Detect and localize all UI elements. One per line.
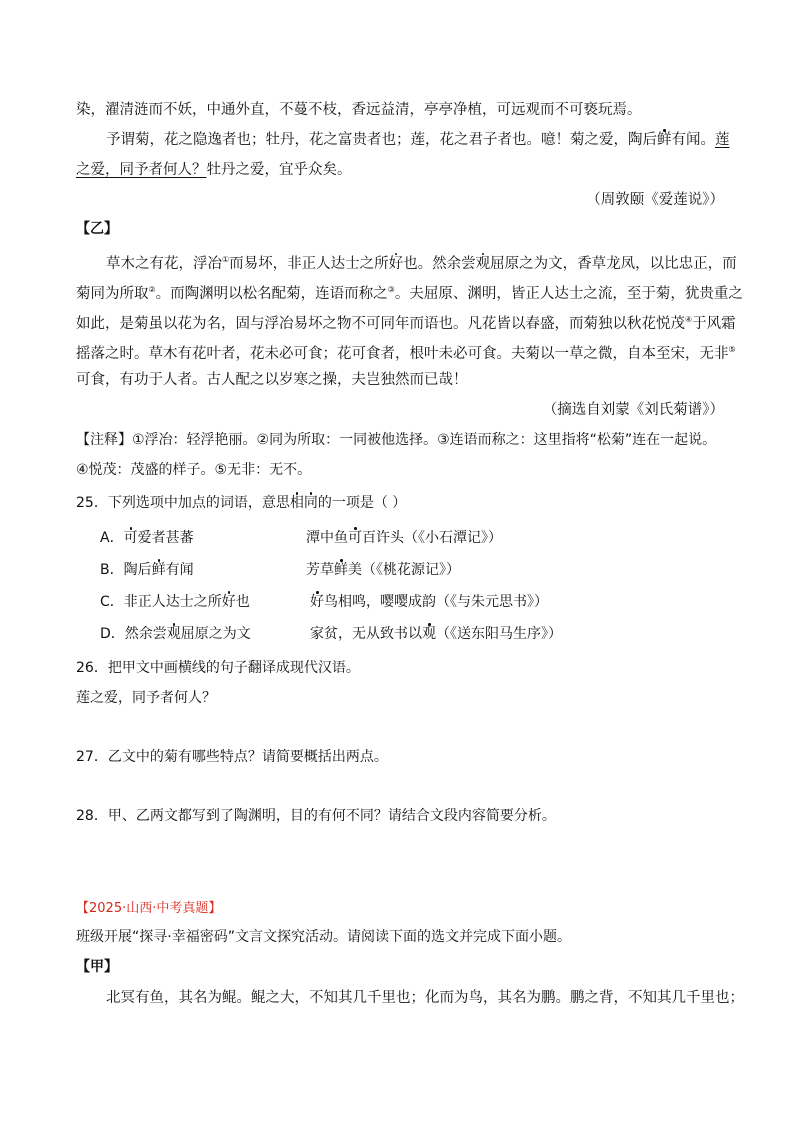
yi-text-segment: 。而陶渊明以松名配菊，连语而称之 bbox=[155, 285, 388, 302]
question-27-stem: 27．乙文中的菊有哪些特点？请简要概括出两点。 bbox=[76, 749, 388, 765]
yi-source: （摘选自刘蒙《刘氏菊谱》） bbox=[542, 402, 724, 418]
question-25-stem: 25．下列选项中加点的词语，意思相同的一项是（ ） bbox=[76, 495, 407, 511]
jia-text-line bbox=[76, 160, 726, 180]
option-b-right: 芳草鲜美（《桃花源记》） bbox=[306, 562, 460, 578]
yi-text-line: 草木之有花，浮冶①而易坏，非正人达士之所好也。然余尝观屈原之为文，香草龙凤，以比忠正，而 bbox=[106, 255, 737, 272]
section2-text-line: 北冥有鱼，其名为鲲。鲲之大，不知其几千里也；化而为鸟，其名为鹏。鹏之背，不知其几千里也； bbox=[106, 990, 744, 1006]
footnote-marker: ② bbox=[148, 285, 156, 294]
option-d-left[interactable]: D．然余尝观屈原之为文 bbox=[100, 626, 251, 642]
footnote-marker: ④ bbox=[685, 315, 693, 324]
option-a-right: 潭中鱼可百许头（《小石潭记》） bbox=[306, 530, 502, 546]
notes-line: ④悦茂：茂盛的样子。⑤无非：无不。 bbox=[76, 462, 312, 478]
yi-text-segment: 菊同为所取 bbox=[76, 285, 149, 302]
yi-heading: 【乙】 bbox=[76, 221, 118, 237]
yi-text-segment: 。夫屈原、渊明，皆正人达士之流，至于菊，犹贵重之 bbox=[394, 285, 743, 302]
option-b-left[interactable]: B．陶后鲜有闻 bbox=[100, 562, 194, 578]
question-28-stem: 28．甲、乙两文都写到了陶渊明，目的有何不同？请结合文段内容简要分析。 bbox=[76, 808, 556, 824]
exam-source-tag: 【2025·山西·中考真题】 bbox=[76, 901, 222, 916]
option-a-left[interactable]: A．可爱者甚蕃 bbox=[100, 530, 194, 546]
jia-text-line bbox=[106, 130, 756, 150]
question-26-sentence: 莲之爱，同予者何人？ bbox=[76, 690, 216, 706]
yi-text-line bbox=[76, 310, 736, 334]
jia-text-segment: 牡丹之爱，宜乎众矣。 bbox=[206, 162, 352, 178]
option-c-right: 好鸟相鸣，嘤嘤成韵（《与朱元思书》） bbox=[310, 594, 548, 610]
yi-text-segment: 摇落之时。草木有花叶者，花未必可食；花可食者，根叶未必可食。夫菊以一草之微，自本至宋，无非 bbox=[76, 345, 729, 362]
jia-text-line: 染，濯清涟而不妖，中通外直，不蔓不枝，香远益清，亭亭净植，可远观而不可亵玩焉。 bbox=[76, 102, 642, 118]
jia-heading: 【甲】 bbox=[76, 959, 118, 975]
option-c-left[interactable]: C．非正人达士之所好也 bbox=[100, 594, 250, 610]
yi-text-line: 可食，有功于人者。古人配之以岁寒之操，夫岂独然而已哉！ bbox=[76, 372, 468, 388]
question-26-stem: 26．把甲文中画横线的句子翻译成现代汉语。 bbox=[76, 660, 360, 676]
footnote-marker: ⑤ bbox=[728, 345, 736, 354]
footnote-marker: ③ bbox=[387, 285, 395, 294]
yi-text-segment: 如此，是菊虽以花为名，固与浮冶易坏之物不可同年而语也。凡花皆以春盛，而菊独以秋花悦茂 bbox=[76, 315, 685, 332]
yi-text-line bbox=[76, 340, 736, 364]
option-d-right: 家贫，无从致书以观（《送东阳马生序》） bbox=[310, 626, 562, 642]
footnote-marker: ① bbox=[222, 255, 230, 264]
underlined-sentence-part: 莲 bbox=[715, 132, 730, 148]
yi-text-segment: 于风霜 bbox=[692, 315, 736, 332]
notes-line: 【注释】①浮冶：轻浮艳丽。②同为所取：一同被他选择。③连语而称之：这里指将“松菊”连在一起说。 bbox=[76, 432, 717, 448]
jia-text-segment: 予谓菊，花之隐逸者也；牡丹，花之富贵者也；莲，花之君子者也。噫！菊之爱，陶后鲜有闻。 bbox=[106, 132, 715, 148]
yi-text-line bbox=[76, 280, 743, 304]
jia-source: （周敦颐《爱莲说》） bbox=[586, 192, 724, 208]
underlined-sentence-part: 之爱，同予者何人？ bbox=[76, 162, 207, 178]
section-intro: 班级开展“探寻·幸福密码”文言文探究活动。请阅读下面的选文并完成下面小题。 bbox=[76, 929, 571, 945]
